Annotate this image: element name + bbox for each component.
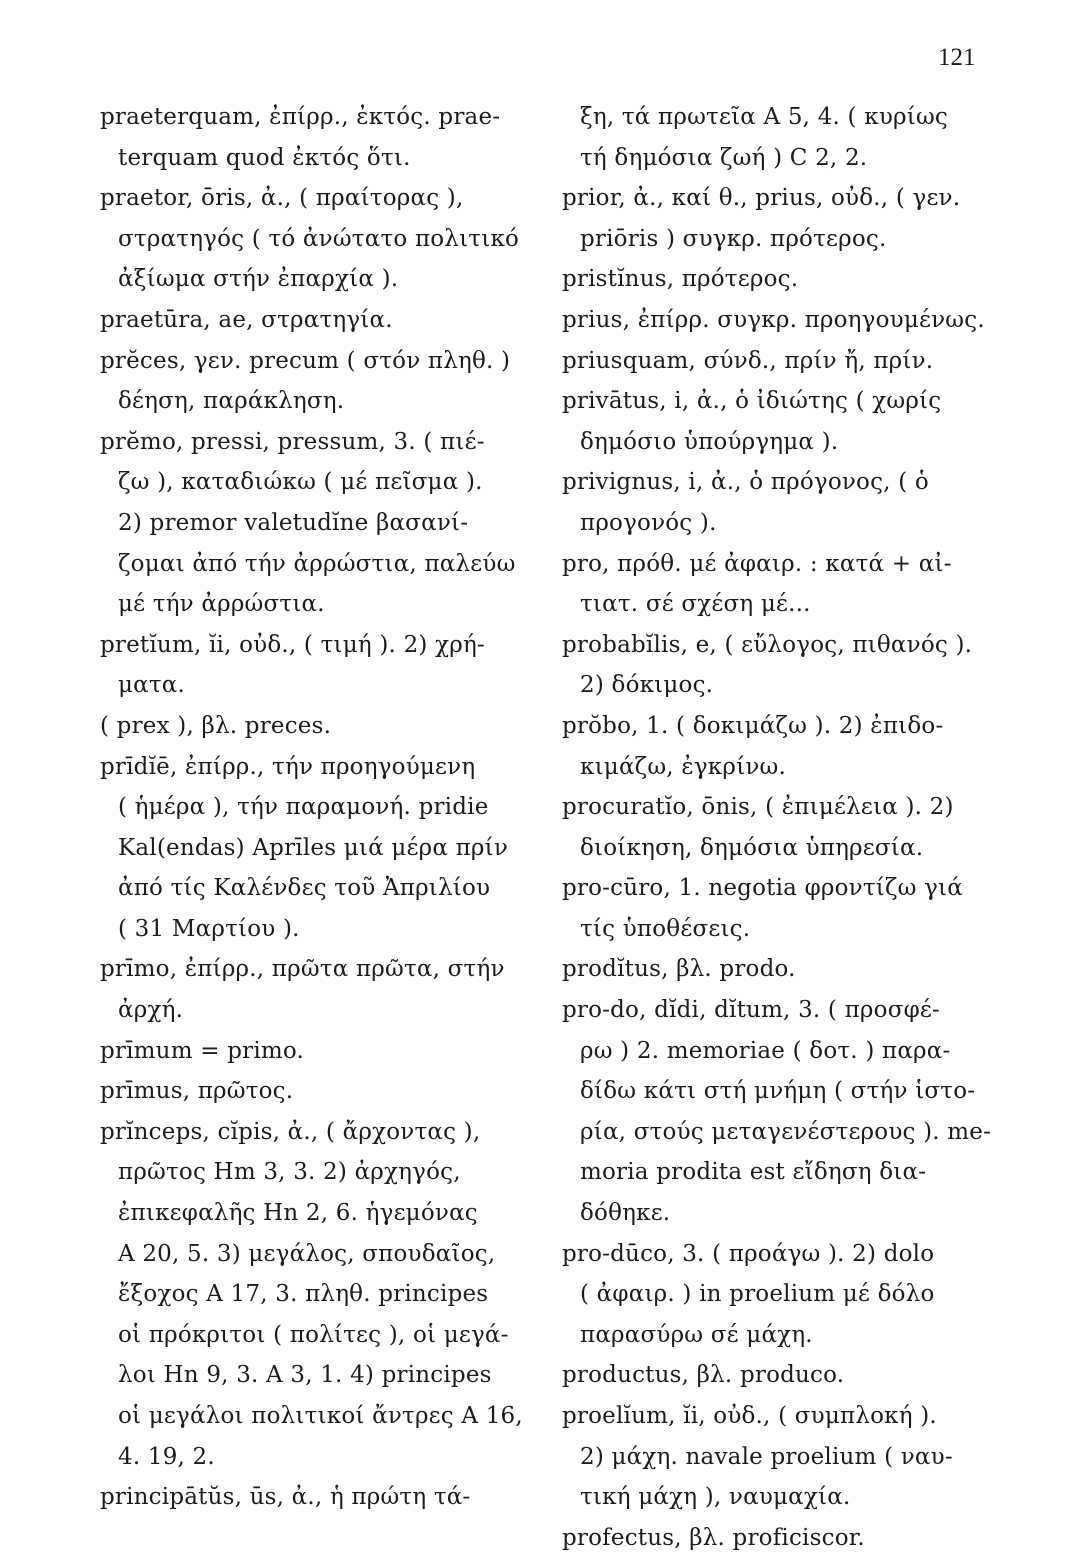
entry-headword-line: prŏbo, 1. ( δοκιμάζω ). 2) ἐπιδο-	[562, 712, 944, 739]
entry-continuation-line: moria prodita est εἴδηση δια-	[580, 1159, 927, 1186]
entry-continuation-line: ἀξίωμα στήν ἐπαρχία ).	[118, 266, 399, 293]
entry-headword-line: pro-do, dĭdi, dĭtum, 3. ( προσφέ-	[562, 997, 940, 1024]
page-number: 121	[938, 44, 976, 71]
entry-continuation-line: στρατηγός ( τό ἀνώτατο πολιτικό	[118, 225, 520, 252]
entry-continuation-line: ( ἡμέρα ), τήν παραμονή. pridie	[118, 794, 489, 821]
entry-continuation-line: Kal(endas) Aprīles μιά μέρα πρίν	[118, 834, 509, 861]
entry-headword-line: pro-cūro, 1. negotia φροντίζω γιά	[562, 875, 963, 902]
entry-headword-line: prius, ἐπίρρ. συγκρ. προηγουμένως.	[562, 306, 985, 333]
entry-continuation-line: 4. 19, 2.	[118, 1443, 215, 1470]
entry-continuation-line: τική μάχη ), ναυμαχία.	[580, 1484, 851, 1511]
entry-headword-line: pretĭum, ĭi, οὐδ., ( τιμή ). 2) χρή-	[100, 631, 485, 658]
left-column	[100, 97, 540, 1518]
entry-headword-line: prīmum = primo.	[100, 1037, 305, 1064]
entry-continuation-line: ( 31 Μαρτίου ).	[118, 915, 300, 942]
entry-headword-line: pro, πρόθ. μέ ἀφαιρ. : κατά + αἰ-	[562, 550, 952, 577]
entry-continuation-line: παρασύρω σέ μάχη.	[580, 1321, 813, 1348]
entry-continuation-line: δημόσιο ὑπούργημα ).	[580, 428, 839, 455]
entry-continuation-line: ἐπικεφαλῆς Hn 2, 6. ἡγεμόνας	[118, 1200, 478, 1227]
right-column	[562, 97, 1002, 1558]
entry-continuation-line: τιατ. σέ σχέση μέ...	[580, 591, 811, 618]
entry-continuation-line: οἱ πρόκριτοι ( πολίτες ), οἱ μεγά-	[118, 1321, 509, 1348]
entry-headword-line: pristĭnus, πρότερος.	[562, 266, 799, 293]
entry-continuation-line: οἱ μεγάλοι πολιτικοί ἄντρες A 16,	[118, 1403, 523, 1429]
entry-headword-line: prīmus, πρῶτος.	[100, 1078, 294, 1105]
entry-headword-line: ( prex ), βλ. preces.	[100, 712, 332, 739]
entry-headword-line: proelĭum, ĭi, οὐδ., ( συμπλοκή ).	[562, 1403, 937, 1429]
entry-continuation-line: τή δημόσια ζωή ) C 2, 2.	[580, 144, 868, 171]
entry-headword-line: prodĭtus, βλ. prodo.	[562, 956, 796, 983]
entry-headword-line: prĕces, γεν. precum ( στόν πληθ. )	[100, 347, 511, 374]
entry-continuation-line: διοίκηση, δημόσια ὑπηρεσία.	[580, 834, 924, 861]
entry-headword-line: pro-dūco, 3. ( προάγω ). 2) dolo	[562, 1240, 935, 1267]
entry-headword-line: praetūra, ae, στρατηγία.	[100, 306, 393, 333]
entry-headword-line: productus, βλ. produco.	[562, 1362, 845, 1389]
entry-continuation-line: κιμάζω, ἐγκρίνω.	[580, 753, 786, 780]
entry-continuation-line: 2) μάχη. navale proelium ( ναυ-	[580, 1443, 953, 1470]
entry-continuation-line: ζομαι ἀπό τήν ἀρρώστια, παλεύω	[118, 550, 516, 577]
entry-headword-line: probabĭlis, e, ( εὔλογος, πιθανός ).	[562, 631, 973, 658]
entry-headword-line: prĭnceps, cĭpis, ἀ., ( ἄρχοντας ),	[100, 1118, 481, 1145]
entry-continuation-line: πρῶτος Hm 3, 3. 2) ἀρχηγός,	[118, 1159, 461, 1186]
entry-continuation-line: ζω ), καταδιώκω ( μέ πεῖσμα ).	[118, 469, 483, 496]
entry-continuation-line: ( ἀφαιρ. ) in proelium μέ δόλο	[580, 1281, 935, 1308]
entry-headword-line: praetor, ōris, ἀ., ( πραίτορας ),	[100, 185, 464, 212]
entry-continuation-line: ἀρχή.	[118, 997, 184, 1024]
entry-continuation-line: ἔξοχος A 17, 3. πληθ. principes	[118, 1281, 489, 1308]
entry-headword-line: prīmo, ἐπίρρ., πρῶτα πρῶτα, στήν	[100, 956, 505, 983]
entry-continuation-line: ρία, στούς μεταγενέστερους ). me-	[580, 1118, 992, 1145]
entry-headword-line: profectus, βλ. proficiscor.	[562, 1524, 865, 1551]
entry-continuation-line: priōris ) συγκρ. πρότερος.	[580, 225, 887, 252]
entry-continuation-line: δίδω κάτι στή μνήμη ( στήν ἱστο-	[580, 1078, 976, 1105]
entry-continuation-line: terquam quod ἐκτός ὅτι.	[118, 144, 411, 171]
entry-continuation-line: μέ τήν ἀρρώστια.	[118, 591, 325, 618]
entry-continuation-line: δέηση, παράκληση.	[118, 388, 345, 415]
entry-continuation-line: 2) δόκιμος.	[580, 672, 714, 699]
entry-headword-line: prior, ἀ., καί θ., prius, οὐδ., ( γεν.	[562, 185, 961, 212]
entry-headword-line: prīdĭē, ἐπίρρ., τήν προηγούμενη	[100, 753, 476, 780]
entry-continuation-line: ρω ) 2. memoriae ( δοτ. ) παρα-	[580, 1037, 951, 1064]
entry-continuation-line: τίς ὑποθέσεις.	[580, 915, 751, 942]
entry-continuation-line: ματα.	[118, 672, 186, 699]
entry-continuation-line: λοι Hn 9, 3. A 3, 1. 4) principes	[118, 1362, 492, 1389]
entry-headword-line: privignus, i, ἀ., ὁ πρόγονος, ( ὁ	[562, 469, 929, 496]
entry-headword-line: principātŭs, ūs, ἀ., ἡ πρώτη τά-	[100, 1484, 471, 1511]
entry-headword-line: prĕmo, pressi, pressum, 3. ( πιέ-	[100, 428, 485, 455]
entry-continuation-line: 2) premor valetudĭne βασανί-	[118, 509, 469, 536]
entry-headword-line: priusquam, σύνδ., πρίν ἤ, πρίν.	[562, 347, 934, 374]
entry-continuation-line: ξη, τά πρωτεῖα A 5, 4. ( κυρίως	[580, 104, 948, 130]
entry-continuation-line: A 20, 5. 3) μεγάλος, σπουδαῖος,	[118, 1240, 496, 1267]
entry-headword-line: privātus, i, ἀ., ὁ ἰδιώτης ( χωρίς	[562, 388, 942, 415]
entry-continuation-line: δόθηκε.	[580, 1200, 671, 1227]
entry-headword-line: procuratĭo, ōnis, ( ἐπιμέλεια ). 2)	[562, 794, 954, 821]
entry-continuation-line: προγονός ).	[580, 509, 717, 536]
entry-headword-line: praeterquam, ἐπίρρ., ἐκτός. prae-	[100, 104, 501, 130]
entry-continuation-line: ἀπό τίς Καλένδες τοῦ Ἀπριλίου	[118, 875, 491, 902]
